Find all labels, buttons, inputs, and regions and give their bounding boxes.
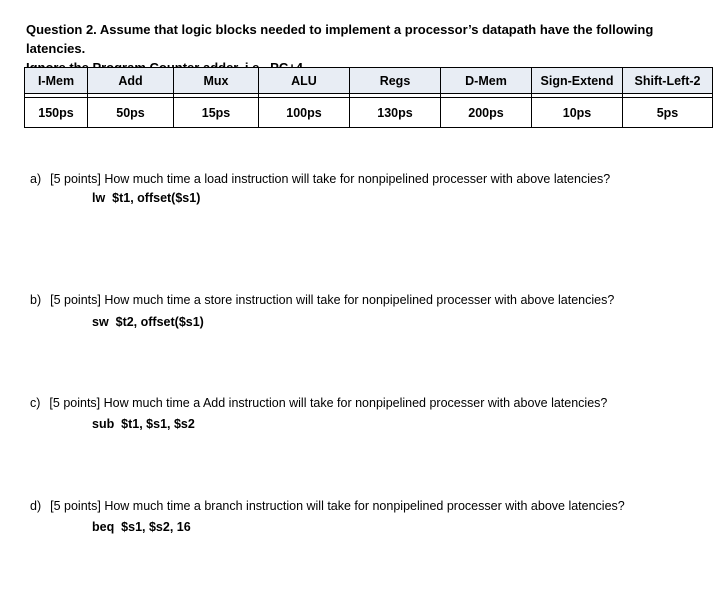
part-a-text: [5 points] How much time a load instruction will take for nonpipelined processer with above latencies?: [50, 172, 611, 186]
part-c-question: [30, 394, 607, 412]
header-cell-dmem: D-Mem: [441, 68, 532, 94]
part-b-question: [30, 291, 614, 309]
part-c-letter: c): [30, 396, 41, 410]
part-b-letter: b): [30, 293, 42, 307]
part-b-text: [5 points] How much time a store instruction will take for nonpipelined processer with above latencies?: [50, 293, 615, 307]
part-a-code: lw $t1, offset($s1): [92, 191, 201, 205]
part-c-code: sub $t1, $s1, $s2: [92, 417, 195, 431]
value-cell-imem: 150ps: [25, 98, 88, 128]
header-cell-shift-left-2: Shift-Left-2: [623, 68, 713, 94]
header-cell-regs: Regs: [350, 68, 441, 94]
header-cell-mux: Mux: [174, 68, 259, 94]
latency-value-row: [25, 98, 713, 128]
latency-table: [24, 67, 713, 128]
value-cell-mux: 15ps: [174, 98, 259, 128]
latency-header-row: [25, 68, 713, 94]
value-cell-sign-extend: 10ps: [532, 98, 623, 128]
value-cell-regs: 130ps: [350, 98, 441, 128]
part-c-text: [5 points] How much time a Add instruction will take for nonpipelined processer with above latencies?: [49, 396, 608, 410]
value-cell-add: 50ps: [88, 98, 174, 128]
part-d-question: [30, 497, 625, 515]
part-d-letter: d): [30, 499, 42, 513]
header-cell-imem: I-Mem: [25, 68, 88, 94]
value-cell-alu: 100ps: [259, 98, 350, 128]
question-heading-line1: Question 2. Assume that logic blocks needed to implement a processor’s datapath have the following latencies.: [26, 22, 654, 56]
part-d-text: [5 points] How much time a branch instruction will take for nonpipelined processer with above latencies?: [50, 499, 625, 513]
value-cell-shift-left-2: 5ps: [623, 98, 713, 128]
header-cell-sign-extend: Sign-Extend: [532, 68, 623, 94]
part-b-code: sw $t2, offset($s1): [92, 315, 204, 329]
header-cell-add: Add: [88, 68, 174, 94]
part-d-code: beq $s1, $s2, 16: [92, 520, 191, 534]
part-a-letter: a): [30, 172, 42, 186]
header-cell-alu: ALU: [259, 68, 350, 94]
value-cell-dmem: 200ps: [441, 98, 532, 128]
part-a-question: [30, 170, 610, 188]
